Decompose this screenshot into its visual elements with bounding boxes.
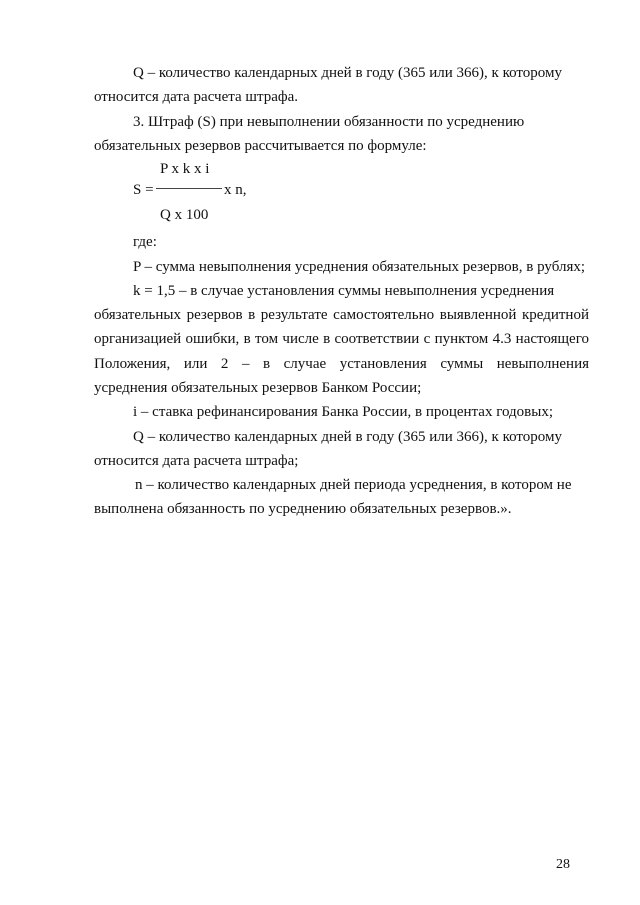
formula-lhs: S = [133,182,154,198]
paragraph-line: Положения, или 2 – в случае установления суммы невыполнения [94,356,589,372]
paragraph-line: i – ставка рефинансирования Банка России, в процентах годовых; [133,404,554,420]
page-number: 28 [556,857,570,872]
paragraph-line: выполнена обязанность по усреднению обязательных резервов.». [94,501,512,517]
paragraph-line: обязательных резервов в результате самостоятельно выявленной кредитной [94,307,589,323]
paragraph-line: Q – количество календарных дней в году (365 или 366), к которому [133,429,562,445]
paragraph-line: относится дата расчета штрафа; [94,453,299,469]
paragraph-line: Q – количество календарных дней в году (365 или 366), к которому [133,65,562,81]
paragraph-line: k = 1,5 – в случае установления суммы невыполнения усреднения [133,283,555,299]
formula-denominator: Q x 100 [160,207,209,223]
paragraph-line: обязательных резервов рассчитывается по формуле: [94,138,427,154]
formula-numerator: P x k x i [160,161,210,177]
fraction-bar [156,188,222,189]
paragraph-line: организацией ошибки, в том числе в соответствии с пунктом 4.3 настоящего [94,331,589,347]
paragraph-line: относится дата расчета штрафа. [94,89,298,105]
paragraph-line: усреднения обязательных резервов Банком России; [94,380,422,396]
paragraph-line: n – количество календарных дней периода усреднения, в котором не [135,477,572,493]
paragraph-line: P – сумма невыполнения усреднения обязательных резервов, в рублях; [133,259,586,275]
formula-rhs: x n, [224,182,247,198]
paragraph-line: 3. Штраф (S) при невыполнении обязанности по усреднению [133,114,525,130]
where-label: где: [133,234,157,250]
